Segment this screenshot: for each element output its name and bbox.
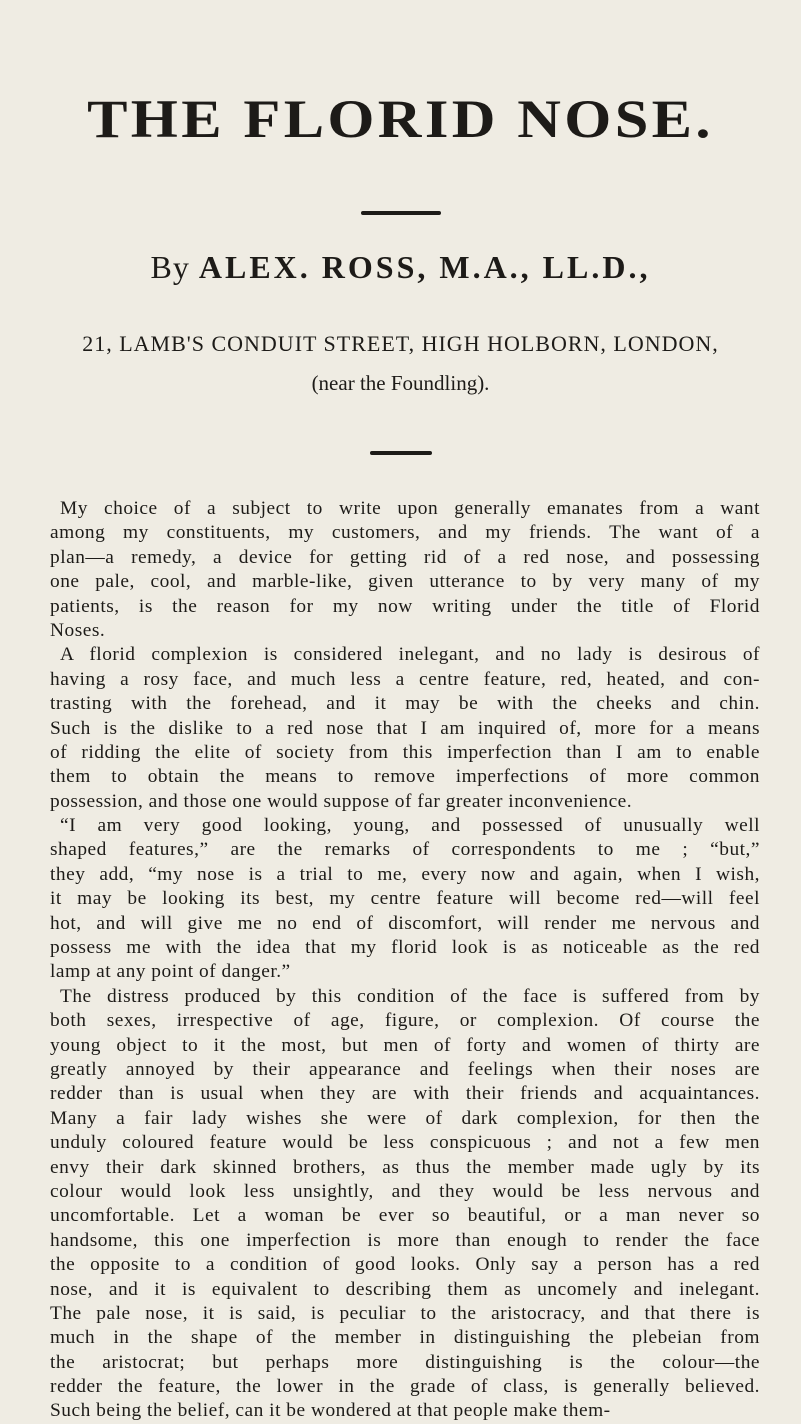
title-divider [361,211,441,215]
body-line: one pale, cool, and marble-like, given utterance to by very many of my [50,571,760,593]
body-line: The distress produced by this condition of the face is suffered from by [60,985,760,1007]
body-line: much in the shape of the member in distinguishing the plebeian from [50,1327,760,1349]
body-line: “I am very good looking, young, and possessed of unusually well [60,815,760,837]
document-title: THE FLORID NOSE. [87,89,714,149]
body-line: colour would look less unsightly, and they would be less nervous and [50,1180,760,1202]
body-line: it may be looking its best, my centre feature will become red—will feel [50,888,760,910]
body-line: trasting with the forehead, and it may be with the cheeks and chin. [50,693,760,715]
byline [0,249,801,286]
header-divider [370,451,432,455]
body-line: A florid complexion is considered inelegant, and no lady is desirous of [60,644,760,666]
body-line: young object to it the most, but men of forty and women of thirty are [50,1034,760,1056]
body-line: the aristocrat; but perhaps more distinguishing is the colour—the [50,1351,760,1373]
byline-prefix: By [150,249,190,285]
body-line: Many a fair lady wishes she were of dark complexion, for then the [50,1107,760,1129]
body-line: both sexes, irrespective of age, figure, or complexion. Of course the [50,1010,760,1032]
body-line: Such is the dislike to a red nose that I am inquired of, more for a means [50,717,760,739]
body-line: patients, is the reason for my now writing under the title of Florid [50,595,760,617]
body-line: among my constituents, my customers, and my friends. The want of a [50,522,760,544]
body-line: greatly annoyed by their appearance and feelings when their noses are [50,1058,760,1080]
author-name: ALEX. ROSS, M.A., LL.D., [198,249,651,285]
body-line: redder the feature, the lower in the grade of class, is generally believed. [50,1376,760,1398]
body-line: handsome, this one imperfection is more than enough to render the face [50,1229,760,1251]
body-line: having a rosy face, and much less a centre feature, red, heated, and con- [50,668,760,690]
body-line: Such being the belief, can it be wondered at that people make them- [50,1400,611,1422]
body-line: Noses. [50,619,106,641]
body-line: redder than is usual when they are with their friends and acquaintances. [50,1083,760,1105]
body-text [50,497,760,1424]
body-line: the opposite to a condition of good looks. Only say a person has a red [50,1254,760,1276]
body-line: of ridding the elite of society from this imperfection than I am to enable [50,741,760,763]
body-line: unduly coloured feature would be less conspicuous ; and not a few men [50,1132,760,1154]
body-line: plan—a remedy, a device for getting rid of a red nose, and possessing [50,546,760,568]
body-line: envy their dark skinned brothers, as thus the member made ugly by its [50,1156,760,1178]
body-line: My choice of a subject to write upon generally emanates from a want [60,498,760,519]
body-line: nose, and it is equivalent to describing them as uncomely and inelegant. [50,1278,760,1300]
body-line: The pale nose, it is said, is peculiar to the aristocracy, and that there is [50,1302,760,1324]
body-line: them to obtain the means to remove imperfections of more common [50,766,760,788]
body-line: lamp at any point of danger.” [50,961,291,983]
address-note: (near the Foundling). [311,371,490,395]
body-line: uncomfortable. Let a woman be ever so beautiful, or a man never so [50,1205,760,1227]
body-line: they add, “my nose is a trial to me, every now and again, when I wish, [50,863,760,885]
body-line: hot, and will give me no end of discomfort, will render me nervous and [50,912,760,934]
body-line: shaped features,” are the remarks of correspondents to me ; “but,” [50,839,760,861]
body-line: possession, and those one would suppose of far greater inconvenience. [50,790,633,812]
author-address: 21, LAMB'S CONDUIT STREET, HIGH HOLBORN, LONDON, [82,331,719,356]
body-line: possess me with the idea that my florid look is as noticeable as the red [50,937,760,959]
